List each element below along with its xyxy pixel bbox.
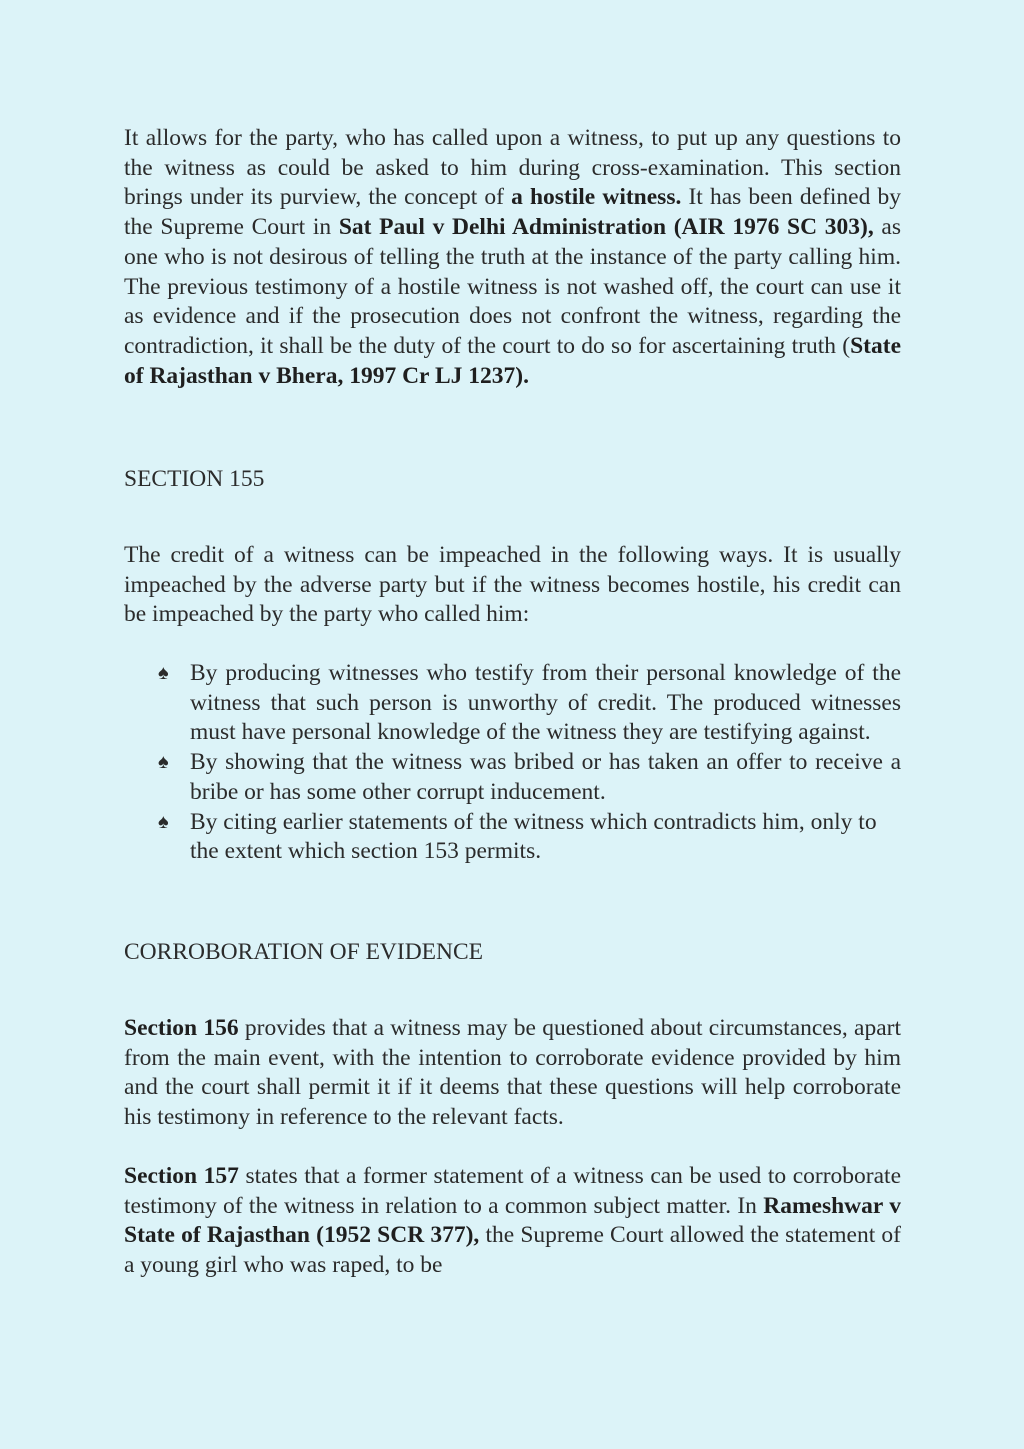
list-item-text: By showing that the witness was bribed or has taken an offer to receive a bribe or has some other corrupt inducement.	[190, 749, 901, 805]
spade-bullet-icon: ♠	[158, 751, 169, 774]
spade-bullet-icon: ♠	[158, 662, 169, 684]
case-citation-rameshwar: Rameshwar v State of Rajasthan (1952 SCR 377),	[124, 1192, 901, 1249]
paragraph-section-157	[124, 1162, 901, 1281]
para1-bold-3: State of Rajasthan v Bhera, 1997 Cr LJ 1237).	[124, 332, 901, 389]
para4-text-1: states that a former statement of a witness can be used to corroborate testimony of the witness in relation to a common subject matter. In	[124, 1163, 901, 1219]
paragraph-hostile-witness	[124, 124, 901, 391]
list-item	[124, 808, 901, 867]
para4-text-2: the Supreme Court allowed the statement of a young girl who was raped, to be	[124, 1222, 901, 1279]
impeachment-list	[124, 659, 901, 867]
list-item-text: By citing earlier statements of the witness which contradicts him, only to the extent which section 153 permits.	[190, 808, 877, 865]
para1-text-3: as one who is not desirous of telling the truth at the instance of the party calling him. The previous testimony of a hostile witness is not washed off, the court can use it as evidence and if the prosecution does not confront the witness, regarding the contradiction, it shall be the duty of the court to do so for ascertaining truth (	[124, 214, 901, 359]
list-item-text: By producing witnesses who testify from their personal knowledge of the witness that such person is unworthy of credit. The produced witnesses must have personal knowledge of the witness they are testifying against.	[190, 660, 901, 746]
para1-bold-1: a hostile witness.	[511, 184, 682, 211]
para1-bold-2: Sat Paul v Delhi Administration (AIR 1976 SC 303),	[338, 214, 874, 241]
section-155-heading: SECTION 155	[124, 466, 265, 492]
paragraph-credit-impeached: The credit of a witness can be impeached in the following ways. It is usually impeached by the adverse party but if the witness becomes hostile, his credit can be impeached by the party who called him:	[124, 542, 901, 628]
list-item	[124, 748, 901, 807]
para1-text-2: It has been defined by the Supreme Court in	[124, 184, 901, 241]
list-item	[124, 659, 901, 748]
para3-text: provides that a witness may be questioned about circumstances, apart from the main event, with the intention to corroborate evidence provided by him and the court shall permit it if it deems that these questions will help corroborate his testimony in reference to the relevant facts.	[124, 1015, 901, 1131]
section-156-label: Section 156	[124, 1015, 239, 1041]
spade-bullet-icon: ♠	[158, 810, 169, 833]
corroboration-heading: CORROBORATION OF EVIDENCE	[124, 939, 484, 965]
paragraph-section-156	[124, 1014, 901, 1133]
para1-text-1: It allows for the party, who has called upon a witness, to put up any questions to the witness as could be asked to him during cross-examination. This section brings under its purview, the concept of	[124, 125, 901, 211]
section-157-label: Section 157	[124, 1163, 239, 1189]
